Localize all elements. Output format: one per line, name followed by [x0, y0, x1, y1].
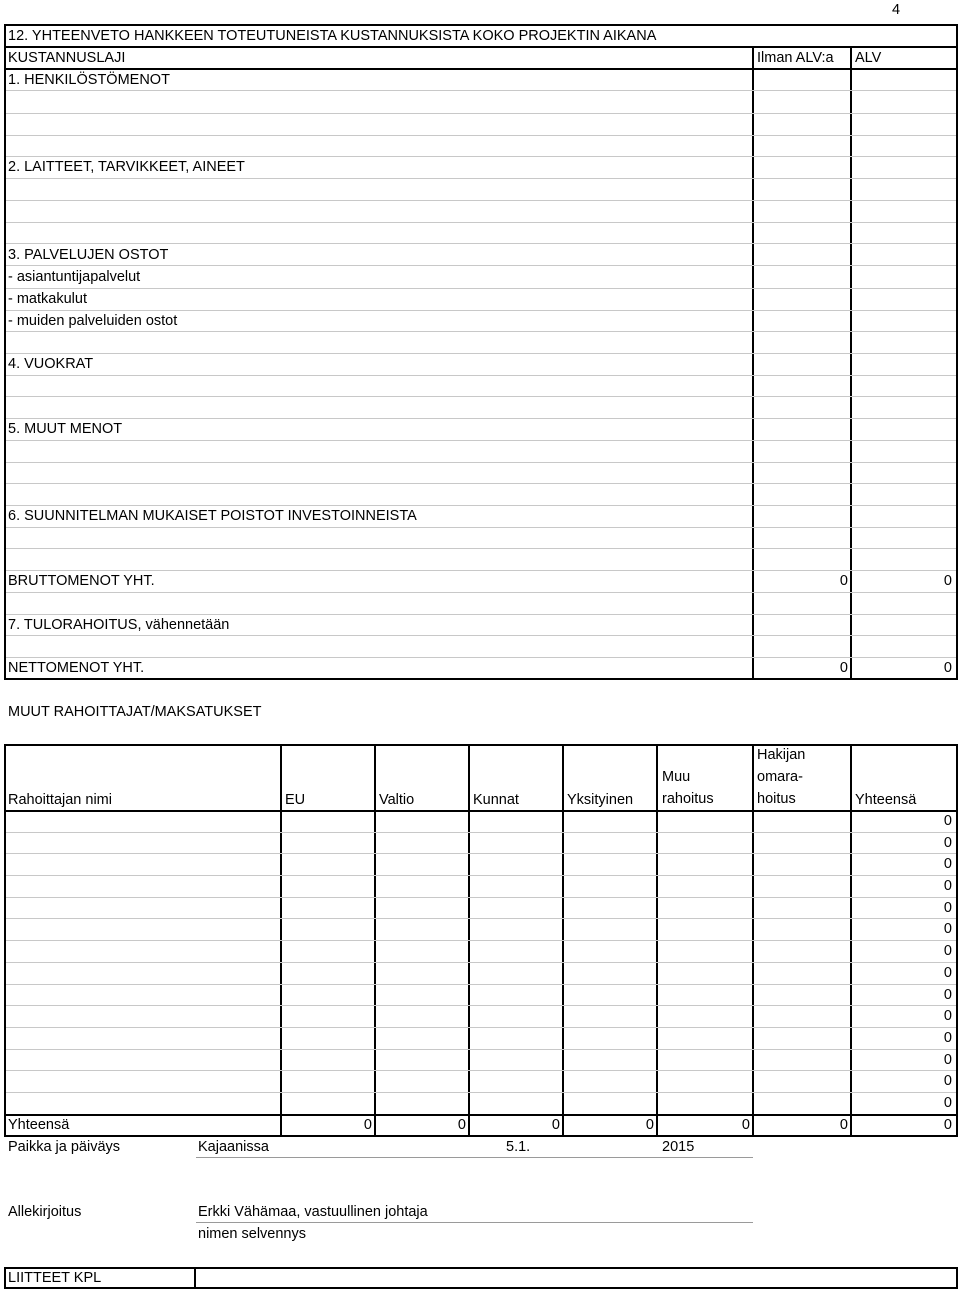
- grid-line: [6, 548, 956, 549]
- total-muu: 0: [741, 1117, 750, 1133]
- row-other-services: - muiden palveluiden ostot: [8, 313, 178, 329]
- grid-line: [6, 1070, 956, 1071]
- funders-bottom-border: [4, 1135, 958, 1137]
- net-vat: 0: [943, 660, 952, 676]
- grid-line: [6, 614, 956, 615]
- grid-line: [6, 962, 956, 963]
- row-total: 0: [943, 878, 952, 894]
- row-depreciation: 6. SUUNNITELMAN MUKAISET POISTOT INVESTOINNEISTA: [8, 508, 417, 524]
- gross-excl-vat: 0: [839, 573, 848, 589]
- grid-line: [6, 897, 956, 898]
- grid-line: [6, 570, 956, 571]
- grid-line: [6, 592, 956, 593]
- row-net-total: NETTOMENOT YHT.: [8, 660, 145, 676]
- attachments-top-border: [4, 1267, 958, 1269]
- summary-left-border: [4, 24, 6, 680]
- row-total: 0: [943, 987, 952, 1003]
- grid-line: [6, 505, 956, 506]
- summary-col-divider-2: [850, 47, 852, 680]
- grid-line: [6, 265, 956, 266]
- summary-top-border: [4, 24, 958, 26]
- total-valtio: 0: [457, 1117, 466, 1133]
- row-personnel: 1. HENKILÖSTÖMENOT: [8, 72, 170, 88]
- summary-header-bottom: [4, 68, 958, 70]
- funders-header-bottom: [4, 810, 958, 812]
- col-header-total: Yhteensä: [855, 792, 917, 808]
- row-total: 0: [943, 1073, 952, 1089]
- place-value: Kajaanissa: [198, 1139, 269, 1155]
- funders-top-border: [4, 744, 958, 746]
- grid-line: [6, 832, 956, 833]
- signature-label: Allekirjoitus: [8, 1204, 82, 1220]
- total-kunnat: 0: [551, 1117, 560, 1133]
- grid-line: [6, 331, 956, 332]
- row-income: 7. TULORAHOITUS, vähennetään: [8, 617, 230, 633]
- summary-right-border: [956, 24, 958, 680]
- funders-title: MUUT RAHOITTAJAT/MAKSATUKSET: [8, 704, 262, 720]
- row-total: 0: [943, 1095, 952, 1111]
- grid-line: [6, 1005, 956, 1006]
- grid-line: [6, 440, 956, 441]
- summary-col-divider-1: [752, 47, 754, 680]
- col-header-muu-line1: Muu: [662, 769, 691, 785]
- col-header-cost-type: KUSTANNUSLAJI: [8, 50, 126, 66]
- grid-line: [6, 483, 956, 484]
- net-excl-vat: 0: [839, 660, 848, 676]
- grid-line: [6, 1092, 956, 1093]
- col-header-funder-name: Rahoittajan nimi: [8, 792, 112, 808]
- row-expert-services: - asiantuntijapalvelut: [8, 269, 141, 285]
- funders-right-border: [956, 744, 958, 1137]
- grid-line: [6, 940, 956, 941]
- place-date-label: Paikka ja päiväys: [8, 1139, 121, 1155]
- grid-line: [6, 396, 956, 397]
- row-total: 0: [943, 900, 952, 916]
- grid-line: [6, 200, 956, 201]
- col-header-yksityinen: Yksityinen: [567, 792, 634, 808]
- attachments-left-border: [4, 1267, 6, 1289]
- col-header-oma-line1: Hakijan: [757, 747, 806, 763]
- grid-line: [6, 918, 956, 919]
- total-eu: 0: [363, 1117, 372, 1133]
- grid-line: [6, 288, 956, 289]
- grid-line: [6, 527, 956, 528]
- grid-line: [6, 113, 956, 114]
- grid-line: [6, 135, 956, 136]
- col-header-vat: ALV: [855, 50, 882, 66]
- grid-line: [6, 1027, 956, 1028]
- row-services: 3. PALVELUJEN OSTOT: [8, 247, 169, 263]
- grid-line: [6, 462, 956, 463]
- gross-vat: 0: [943, 573, 952, 589]
- total-grand: 0: [943, 1117, 952, 1133]
- summary-bottom-border: [4, 678, 958, 680]
- grid-line: [6, 243, 956, 244]
- row-total: 0: [943, 921, 952, 937]
- row-total: 0: [943, 1052, 952, 1068]
- row-rents: 4. VUOKRAT: [8, 356, 94, 372]
- row-total: 0: [943, 856, 952, 872]
- name-clarification: nimen selvennys: [198, 1226, 306, 1242]
- grid-line: [6, 222, 956, 223]
- col-header-oma-line3: hoitus: [757, 791, 796, 807]
- col-header-eu: EU: [285, 792, 306, 808]
- col-header-kunnat: Kunnat: [473, 792, 519, 808]
- attachments-divider: [194, 1267, 196, 1289]
- grid-line: [6, 635, 956, 636]
- grid-line: [6, 178, 956, 179]
- signer-name: Erkki Vähämaa, vastuullinen johtaja: [198, 1204, 428, 1220]
- row-gross-total: BRUTTOMENOT YHT.: [8, 573, 155, 589]
- grid-line: [6, 418, 956, 419]
- place-date-line: [196, 1157, 753, 1158]
- summary-header-border: [4, 46, 958, 48]
- row-total: 0: [943, 965, 952, 981]
- row-total: 0: [943, 1030, 952, 1046]
- col-header-muu-line2: rahoitus: [662, 791, 714, 807]
- grid-line: [6, 1049, 956, 1050]
- row-equipment: 2. LAITTEET, TARVIKKEET, AINEET: [8, 159, 245, 175]
- grid-line: [6, 310, 956, 311]
- row-total: 0: [943, 943, 952, 959]
- total-oma: 0: [839, 1117, 848, 1133]
- attachments-bottom-border: [4, 1287, 958, 1289]
- grid-line: [6, 853, 956, 854]
- row-total: 0: [943, 835, 952, 851]
- grid-line: [6, 375, 956, 376]
- page-number: 4: [892, 2, 901, 18]
- row-travel: - matkakulut: [8, 291, 87, 307]
- signature-line: [196, 1222, 753, 1223]
- row-total: 0: [943, 1008, 952, 1024]
- grid-line: [6, 984, 956, 985]
- date-value: 5.1.: [506, 1139, 531, 1155]
- row-other-costs: 5. MUUT MENOT: [8, 421, 123, 437]
- grid-line: [6, 875, 956, 876]
- grid-line: [6, 90, 956, 91]
- summary-title: 12. YHTEENVETO HANKKEEN TOTEUTUNEISTA KUSTANNUKSISTA KOKO PROJEKTIN AIKANA: [8, 28, 657, 44]
- grid-line: [6, 657, 956, 658]
- attachments-label: LIITTEET KPL: [8, 1270, 102, 1286]
- grid-line: [6, 156, 956, 157]
- col-header-excl-vat: Ilman ALV:a: [757, 50, 834, 66]
- attachments-right-border: [956, 1267, 958, 1289]
- col-header-oma-line2: omara-: [757, 769, 803, 785]
- funders-totals-label: Yhteensä: [8, 1117, 70, 1133]
- col-header-valtio: Valtio: [379, 792, 415, 808]
- grid-line: [6, 353, 956, 354]
- row-total: 0: [943, 813, 952, 829]
- total-yksityinen: 0: [645, 1117, 654, 1133]
- year-value: 2015: [662, 1139, 695, 1155]
